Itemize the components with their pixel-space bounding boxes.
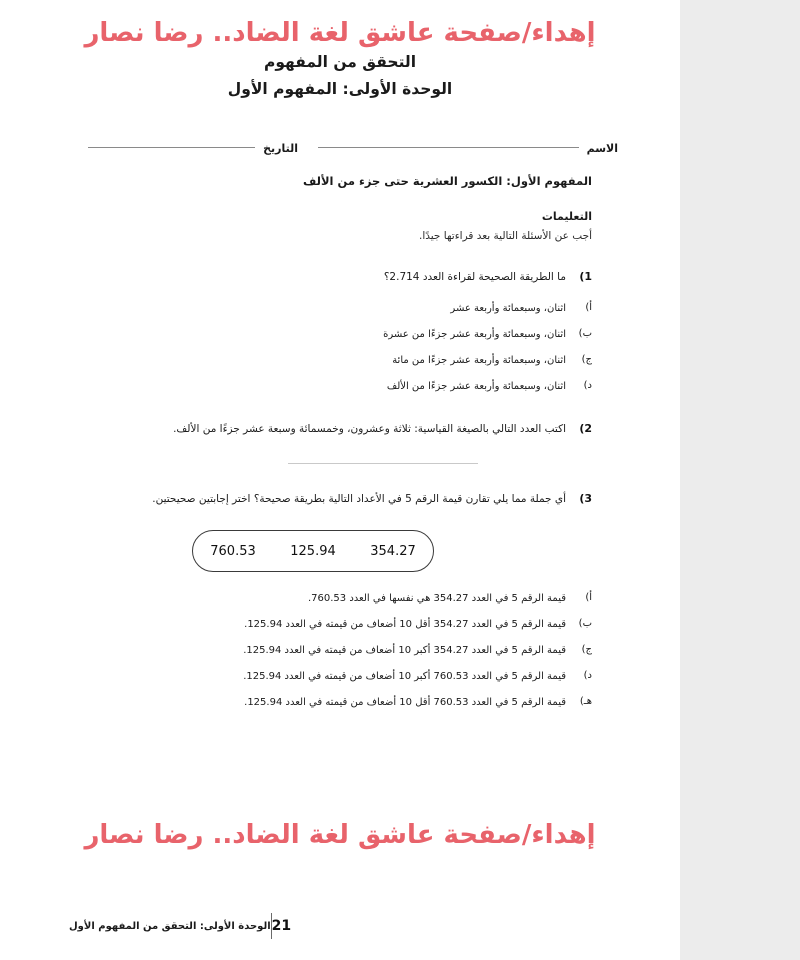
option-text: قيمة الرقم 5 في العدد 760.53 أكبر 10 أضعاف من قيمته في العدد 125.94.	[243, 671, 566, 682]
question-1	[62, 270, 592, 284]
concept-heading: المفهوم الأول: الكسور العشرية حتى جزء من الألف	[302, 174, 592, 188]
footer-unit-title: الوحدة الأولى: التحقق من المفهوم الأول	[69, 920, 271, 932]
name-field[interactable]	[318, 138, 618, 158]
number-box-value-3: 760.53	[210, 543, 256, 559]
dedication-bottom-banner: إهداء/صفحة عاشق لغة الضاد.. رضا نصار	[84, 820, 596, 850]
question-3-option-c[interactable]	[172, 644, 592, 657]
option-letter: أ)	[585, 302, 592, 313]
question-2-answer-line[interactable]	[288, 462, 478, 464]
question-1-option-c[interactable]	[112, 354, 592, 367]
instructions-text: أجب عن الأسئلة التالية بعد قراءتها جيدًا.	[418, 230, 592, 242]
option-letter: أ)	[585, 592, 592, 603]
option-text: اثنان، وسبعمائة وأربعة عشر جزءًا من عشرة	[383, 329, 566, 340]
option-letter: د)	[583, 380, 592, 391]
name-field-label: الاسم	[586, 141, 618, 155]
option-letter: ج)	[581, 354, 592, 365]
date-field-label: التاريخ	[263, 141, 298, 155]
option-letter: ب)	[578, 618, 592, 629]
option-letter: د)	[583, 670, 592, 681]
question-2-number: 2)	[579, 422, 592, 435]
option-text: قيمة الرقم 5 في العدد 760.53 أقل 10 أضعاف من قيمته في العدد 125.94.	[244, 697, 566, 708]
question-2	[62, 422, 592, 436]
name-field-line[interactable]	[318, 146, 579, 148]
instructions-label: التعليمات	[541, 210, 592, 223]
option-letter: ج)	[581, 644, 592, 655]
number-box-value-1: 354.27	[370, 543, 416, 559]
page-footer	[55, 912, 625, 940]
date-field-line[interactable]	[88, 146, 255, 148]
page-gutter	[680, 0, 800, 960]
question-3-number: 3)	[579, 492, 592, 505]
option-letter: هـ)	[579, 696, 592, 707]
question-3-option-a[interactable]	[172, 592, 592, 605]
number-box-value-2: 125.94	[290, 543, 336, 559]
option-letter: ب)	[578, 328, 592, 339]
question-3-option-d[interactable]	[172, 670, 592, 683]
footer-page-number: 21	[271, 918, 292, 934]
question-3-text: أي جملة مما يلي تقارن قيمة الرقم 5 في الأعداد التالية بطريقة صحيحة؟ اختر إجابتين صحيحتين.	[152, 493, 566, 505]
option-text: اثنان، وسبعمائة وأربعة عشر	[450, 303, 566, 314]
question-3	[62, 492, 592, 506]
option-text: قيمة الرقم 5 في العدد 354.27 أكبر 10 أضعاف من قيمته في العدد 125.94.	[243, 645, 566, 656]
date-field[interactable]	[88, 138, 298, 158]
page-title: التحقق من المفهوم	[263, 53, 417, 71]
option-text: اثنان، وسبعمائة وأربعة عشر جزءًا من الألف	[386, 381, 566, 392]
question-1-option-b[interactable]	[112, 328, 592, 341]
question-2-text: اكتب العدد التالي بالصيغة القياسية: ثلاثة وعشرون، وخمسمائة وسبعة عشر جزءًا من الألف.	[173, 423, 566, 435]
question-1-number: 1)	[579, 270, 592, 283]
option-text: اثنان، وسبعمائة وأربعة عشر جزءًا من مائة	[392, 355, 566, 366]
question-1-option-a[interactable]	[112, 302, 592, 315]
option-text: قيمة الرقم 5 في العدد 354.27 هي نفسها في العدد 760.53.	[307, 593, 566, 604]
student-info-row	[88, 138, 618, 158]
question-3-option-b[interactable]	[172, 618, 592, 631]
question-1-text: ما الطريقة الصحيحة لقراءة العدد 2.714؟	[383, 271, 566, 283]
page-subtitle: الوحدة الأولى: المفهوم الأول	[227, 80, 453, 98]
question-3-number-box	[192, 530, 434, 572]
option-text: قيمة الرقم 5 في العدد 354.27 أقل 10 أضعاف من قيمته في العدد 125.94.	[244, 619, 566, 630]
dedication-top-banner: إهداء/صفحة عاشق لغة الضاد.. رضا نصار	[84, 18, 596, 48]
question-1-option-d[interactable]	[112, 380, 592, 393]
question-3-option-e[interactable]	[172, 696, 592, 709]
